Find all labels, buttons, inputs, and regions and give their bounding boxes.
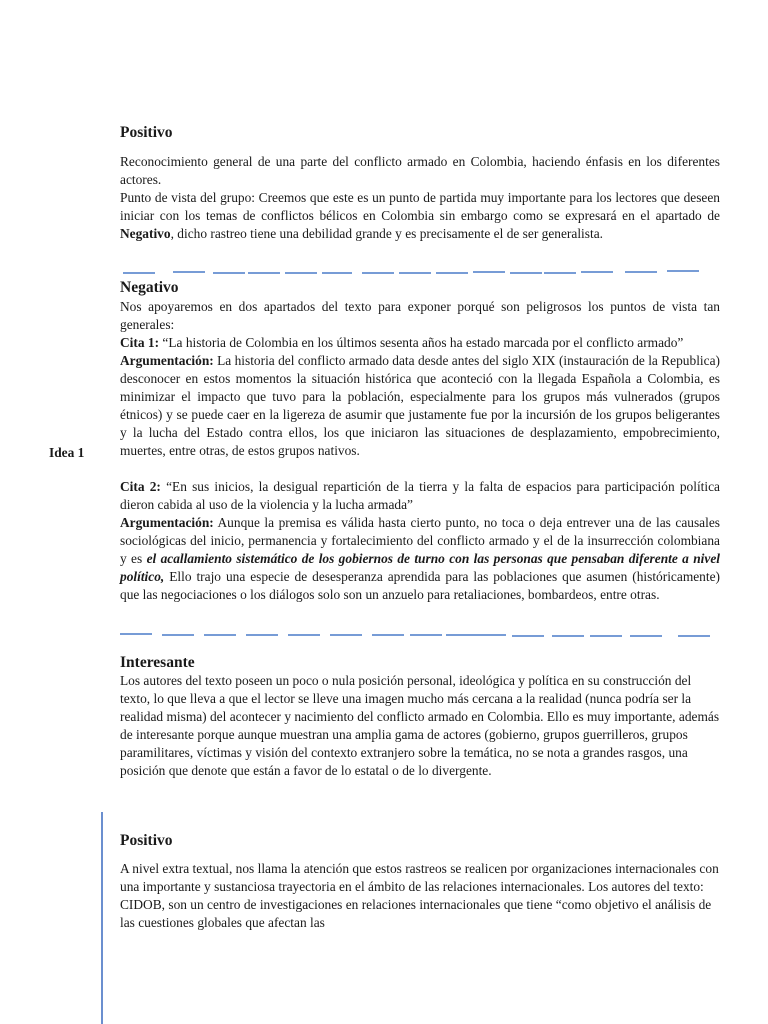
left-margin-bar <box>101 812 103 1024</box>
section-title-positivo-1: Positivo <box>120 124 173 141</box>
argumentacion-2-label: Argumentación: <box>120 515 214 530</box>
argumentacion-1-label: Argumentación: <box>120 353 214 368</box>
cita-1-text: “La historia de Colombia en los últimos sesenta años ha estado marcada por el conflicto armado” <box>159 335 684 350</box>
dashed-separator-2 <box>120 632 720 638</box>
negativo-intro: Nos apoyaremos en dos apartados del texto para exponer porqué son peligrosos los puntos de vista tan generales: <box>120 299 720 332</box>
cita-2-text: “En sus inicios, la desigual repartición de la tierra y la falta de espacios para participación política dieron cabida al uso de la violencia y la lucha armada” <box>120 479 720 512</box>
idea-1-label: Idea 1 <box>49 445 85 460</box>
interesante-body: Los autores del texto poseen un poco o nula posición personal, ideológica y política en su construcción del texto, lo que lleva a que el lector se lleve una imagen mucho más cercana a la realidad (nunca podría ser la realidad misma) del acontecer y nacimiento del conflicto armado en Colombia. Ello es muy importante, además de interesante porque aunque muestran una amplia gama de actores (gobierno, grupos guerrilleros, grupos paramilitares, víctimas y visión del contexto extranjero sobre la temática, no se nota a grandes rasgos, una posición que denote que están a favor de lo estatal o de lo divergente. <box>120 673 720 778</box>
bold-run: Negativo <box>120 226 171 241</box>
text-run: , dicho rastreo tiene una debilidad grande y es precisamente el de ser generalista. <box>170 226 603 241</box>
argumentacion-1 <box>120 352 720 460</box>
argumentacion-2 <box>120 514 720 604</box>
cita-1-label: Cita 1: <box>120 335 160 350</box>
cita-2 <box>120 478 720 514</box>
text-run: Punto de vista del grupo: Creemos que este es un punto de partida muy importante para los lectores que deseen iniciar con los temas de conflictos bélicos en Colombia sin embargo como se expresará en el apartado de <box>120 190 720 223</box>
argumentacion-1-text: La historia del conflicto armado data desde antes del siglo XIX (instauración de la Republica) desconocer en estos momentos la situación histórica que aconteció con la llegada Española a Colombia, es minimizar el impacto que tuvo para la población, especialmente para los grupos más vulnerados (grupos étnicos) y se puede caer en la ligereza de asumir que justamente fue por la incursión de los grupos beligerantes y la lucha del Estado contra ellos, los que iniciaron las situaciones de desplazamiento, empobrecimiento, muertes, entre otras, de estos grupos nativos. <box>120 353 720 458</box>
cita-2-label: Cita 2: <box>120 479 161 494</box>
argumentacion-2-text: Aunque la premisa es válida hasta cierto punto, no toca o deja entrever una de las causales sociológicas del inicio, permanencia y fortalecimiento del conflicto armado y el de la insurrección colombiana y es <box>120 515 720 566</box>
spacer <box>120 460 720 478</box>
section-title-interesante: Interesante <box>120 654 195 671</box>
section-title-positivo-2: Positivo <box>120 832 173 849</box>
positivo-2-body: A nivel extra textual, nos llama la atención que estos rastreos se realicen por organizaciones internacionales con una importante y sustanciosa trayectoria en el ámbito de las relaciones internacionales. Los autores del texto: CIDOB, son un centro de investigaciones en relaciones internacionales que tiene “como objetivo el análisis de las cuestiones globales que afectan las <box>120 861 719 930</box>
argumentacion-2-text: Ello trajo una especie de desesperanza aprendida para las poblaciones que asumen (históricamente) que las negociaciones o los diálogos solo son un anzuelo para retaliaciones, bombardeos, entre otras. <box>120 569 720 602</box>
positivo-1-paragraph-1: Reconocimiento general de una parte del conflicto armado en Colombia, haciendo énfasis en los diferentes actores. <box>120 154 720 187</box>
section-title-negativo: Negativo <box>120 279 179 296</box>
dashed-separator-1 <box>120 270 720 276</box>
argumentacion-2-emphasis: el acallamiento sistemático de los gobiernos de turno con las personas que pensaban diferente a nivel político, <box>120 551 720 584</box>
positivo-1-paragraph-2 <box>120 189 720 243</box>
negativo-body <box>120 298 720 604</box>
positivo-1-body <box>120 153 720 243</box>
cita-1 <box>120 334 720 352</box>
